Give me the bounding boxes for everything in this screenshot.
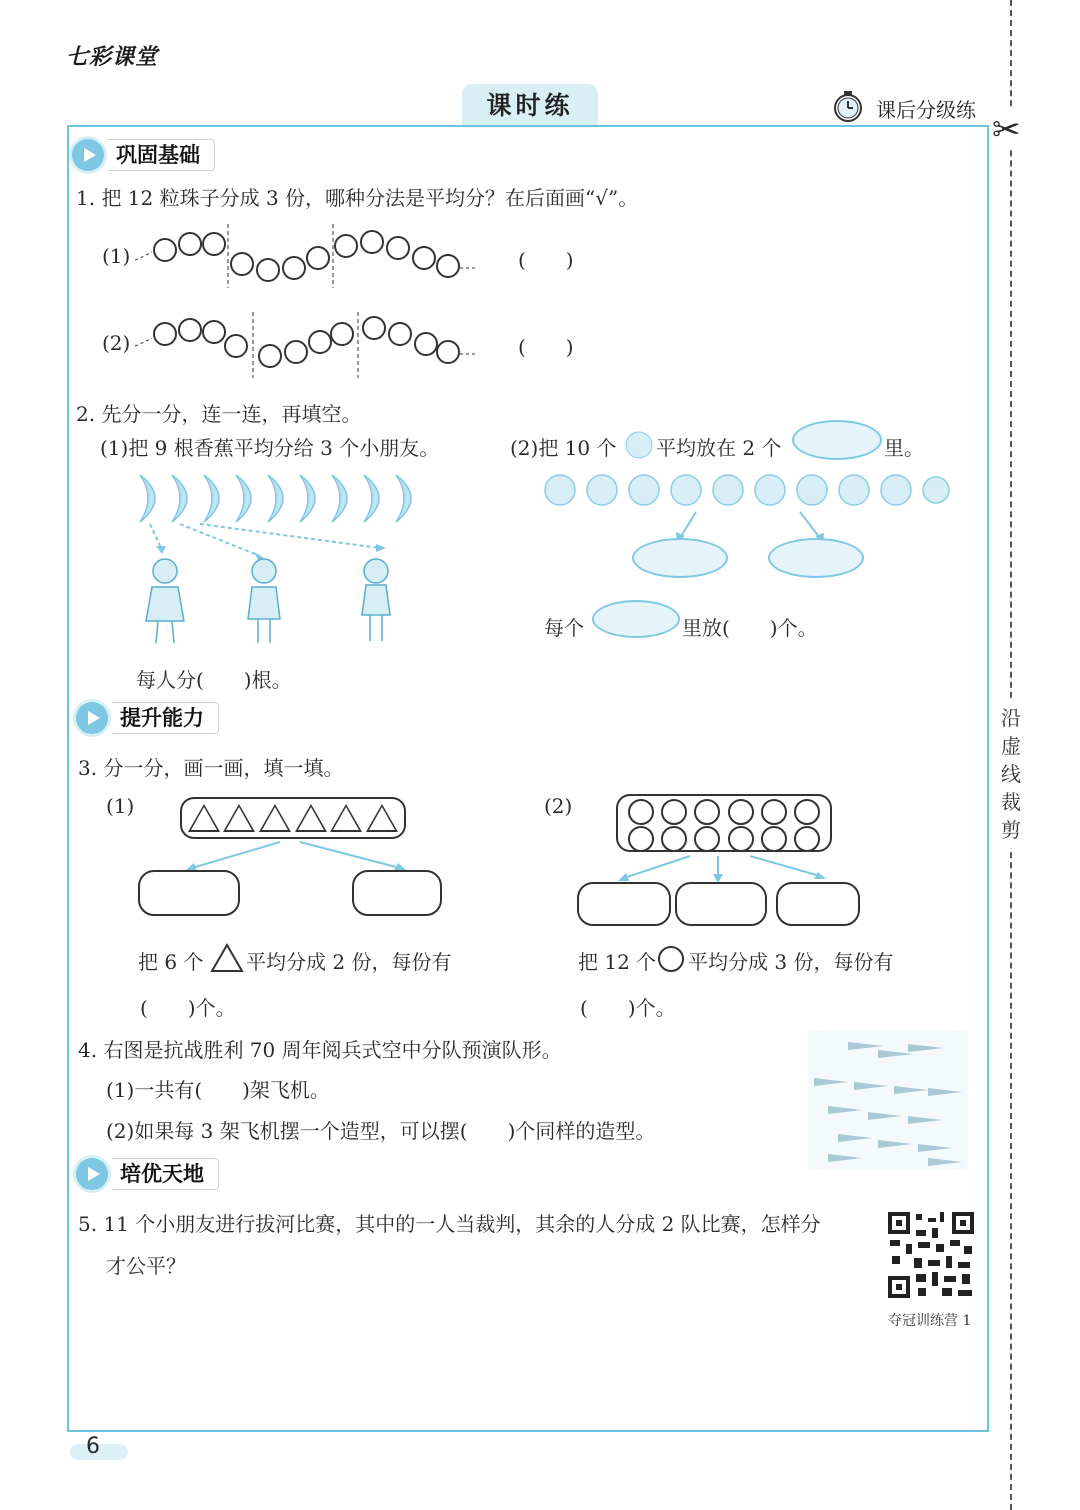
clock-icon xyxy=(830,88,866,124)
q2-part2-b: 平均放在 2 个 xyxy=(656,436,782,460)
section-advanced xyxy=(76,1157,219,1191)
qr-caption: 夺冠训练营 1 xyxy=(888,1313,972,1329)
circle-icon xyxy=(628,826,654,852)
q3-p2-arrows xyxy=(610,852,840,886)
qr-code-icon[interactable] xyxy=(886,1210,976,1300)
triangle-icon xyxy=(330,804,362,832)
circle-inline-icon xyxy=(656,944,686,978)
q1-answer-blank-1[interactable]: ( ) xyxy=(518,248,574,272)
page-number: 6 xyxy=(86,1434,100,1459)
q2-part2-a: (2)把 10 个 xyxy=(510,436,617,460)
graded-practice-label: 课后分级练 xyxy=(876,98,976,122)
q3-p1-label: (1) xyxy=(106,794,135,818)
circle-icon xyxy=(628,799,654,825)
scissors-icon: ✂ xyxy=(992,110,1021,150)
q4-line1[interactable]: (1)一共有( )架飞机。 xyxy=(106,1078,330,1102)
page-tab-title: 课时练 xyxy=(462,84,598,126)
play-arrow-icon xyxy=(72,139,104,171)
q2-text: 2. 先分一分，连一连，再填空。 xyxy=(76,402,362,426)
children-icons xyxy=(140,555,400,647)
q3-p1-arrows xyxy=(180,838,410,874)
q3-p2-b: 平均分成 3 份，每份有 xyxy=(688,950,894,974)
q1-option2-label: (2) xyxy=(102,331,131,355)
triangle-icon xyxy=(295,804,327,832)
triangle-icon xyxy=(188,804,220,832)
section-title: 培优天地 xyxy=(112,1158,219,1190)
play-arrow-icon xyxy=(76,702,108,734)
circle-icon xyxy=(694,799,720,825)
triangle-group-box xyxy=(180,797,406,839)
q5-line2: 才公平？ xyxy=(106,1254,186,1278)
q3-p2-a: 把 12 个 xyxy=(578,950,657,974)
section-title: 提升能力 xyxy=(112,702,219,734)
answer-oval[interactable] xyxy=(577,882,671,926)
q3-text: 3. 分一分，画一画，填一填。 xyxy=(78,756,344,780)
answer-oval[interactable] xyxy=(138,870,240,916)
plate-icon xyxy=(792,420,882,460)
triangle-icon xyxy=(223,804,255,832)
apple-group-icon xyxy=(540,470,950,510)
circle-icon xyxy=(761,826,787,852)
q2-part1: (1)把 9 根香蕉平均分给 3 个小朋友。 xyxy=(100,436,440,460)
circle-icon xyxy=(728,826,754,852)
triangle-icon xyxy=(366,804,398,832)
play-arrow-icon xyxy=(76,1158,108,1190)
q2-part2-answer-b[interactable]: 里放( )个。 xyxy=(682,616,818,640)
q1-option1-label: (1) xyxy=(102,244,131,268)
circle-icon xyxy=(761,799,787,825)
q3-p2-label: (2) xyxy=(544,794,573,818)
apple-icon xyxy=(622,428,656,460)
answer-oval[interactable] xyxy=(776,882,860,926)
brand-logo: 七彩课堂 xyxy=(66,45,159,70)
bead-string-1 xyxy=(130,222,480,292)
answer-oval[interactable] xyxy=(352,870,442,916)
cut-along-label: 沿 虚 线 裁 剪 xyxy=(998,700,1024,848)
section-improve xyxy=(76,701,219,735)
q1-answer-blank-2[interactable]: ( ) xyxy=(518,335,574,359)
circle-icon xyxy=(694,826,720,852)
circle-icon xyxy=(661,799,687,825)
triangle-icon xyxy=(259,804,291,832)
q1-text: 1. 把 12 粒珠子分成 3 份，哪种分法是平均分？在后面画“√”。 xyxy=(76,186,639,210)
bead-string-2 xyxy=(130,310,480,380)
q4-text: 4. 右图是抗战胜利 70 周年阅兵式空中分队预演队形。 xyxy=(78,1038,562,1062)
plate-small-icon xyxy=(592,600,680,638)
section-title: 巩固基础 xyxy=(108,139,215,171)
q2-part1-answer[interactable]: 每人分( )根。 xyxy=(136,668,292,692)
circle-icon xyxy=(728,799,754,825)
answer-oval[interactable] xyxy=(675,882,767,926)
section-basic xyxy=(72,138,215,172)
q5-line1: 5. 11 个小朋友进行拔河比赛，其中的一人当裁判，其余的人分成 2 队比赛，怎样分 xyxy=(78,1212,821,1236)
plate-right xyxy=(768,538,864,578)
q4-line2[interactable]: (2)如果每 3 架飞机摆一个造型，可以摆( )个同样的造型。 xyxy=(106,1119,656,1143)
q3-p1-a: 把 6 个 xyxy=(138,950,204,974)
plate-left xyxy=(632,538,728,578)
q2-part2-c: 里。 xyxy=(884,436,924,460)
circle-group-box xyxy=(616,794,832,852)
circle-icon xyxy=(794,799,820,825)
q3-p1-b: 平均分成 2 份，每份有 xyxy=(246,950,452,974)
airplane-formation-image xyxy=(808,1030,968,1170)
q3-p2-answer[interactable]: ( )个。 xyxy=(580,996,676,1020)
q2-part2-answer-a: 每个 xyxy=(544,616,584,640)
circle-icon xyxy=(661,826,687,852)
triangle-inline-icon xyxy=(210,942,244,978)
q3-p1-answer[interactable]: ( )个。 xyxy=(140,996,236,1020)
circle-icon xyxy=(794,826,820,852)
